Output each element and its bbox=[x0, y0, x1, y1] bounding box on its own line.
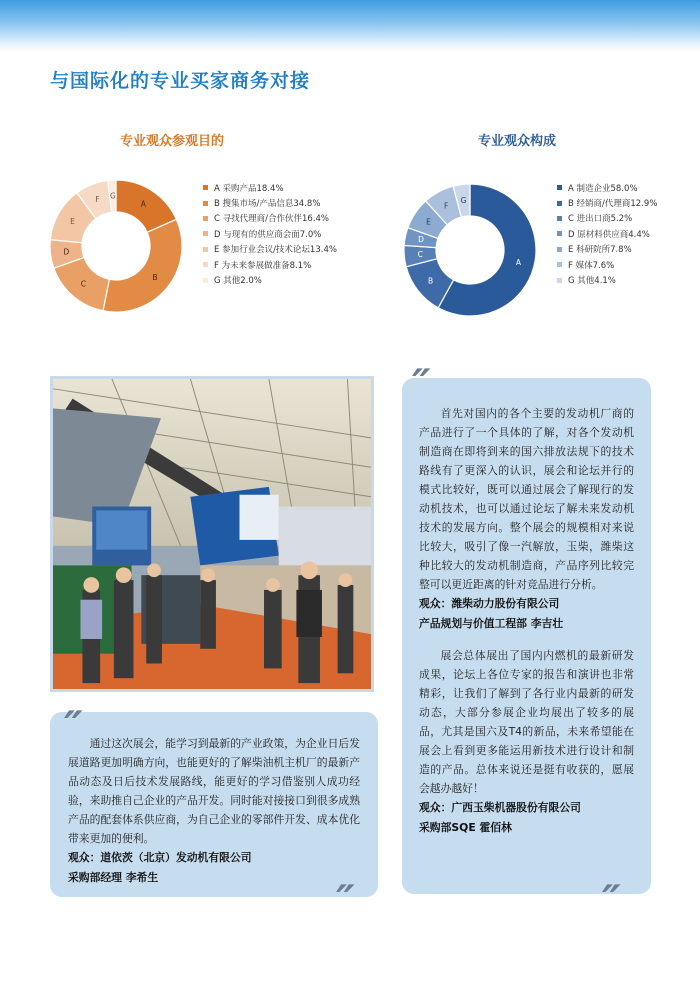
legend-swatch bbox=[203, 216, 208, 221]
legend-composition bbox=[557, 180, 657, 288]
quote-text: 通过这次展会，能学习到最新的产业政策，为企业日后发展道路更加明确方向，也能更好的了解柴油机主机厂的最新产品动态及日后技术发展路线，能更好的学习借鉴别人成功经验，来助推自己企业的产品开发。同时能对接接口到很多成熟产品的配套体系供应商，为自己企业的零部件开发、成本优化带来更加的便利。 bbox=[68, 737, 360, 845]
slice-label-c: C bbox=[80, 279, 86, 289]
quote-role: 采购部SQE 霍佰林 bbox=[419, 821, 512, 834]
legend-item-c bbox=[203, 211, 337, 226]
legend-item-d bbox=[557, 226, 657, 241]
chart-title-composition: 专业观众构成 bbox=[478, 134, 557, 149]
legend-label: A 制造企业58.0% bbox=[568, 183, 638, 194]
quote-text: 展会总体展出了国内内燃机的最新研发成果，论坛上各位专家的报告和演讲也非常精彩，让我们了解到了各行业内最新的研发动态，大部分参展企业均展出了较多的展品，尤其是国六及T4的新品，未来希望能在展会上看到更多能运用新技术进行设计和制造的产品。总体来说还是挺有收获的，愿展会越办越好！ bbox=[419, 649, 634, 795]
legend-swatch bbox=[203, 262, 208, 267]
legend-item-b bbox=[557, 195, 657, 210]
legend-item-e bbox=[203, 242, 337, 257]
quote-role: 采购部经理 李希生 bbox=[68, 871, 159, 884]
slice-label-a: A bbox=[515, 257, 521, 267]
slice-label-a: A bbox=[140, 199, 146, 209]
legend-purpose bbox=[203, 180, 337, 288]
legend-swatch bbox=[557, 201, 562, 206]
legend-swatch bbox=[557, 185, 562, 190]
legend-swatch bbox=[203, 247, 208, 252]
quote-card-weichai-yuchai bbox=[402, 378, 651, 894]
chart-title-purpose: 专业观众参观目的 bbox=[120, 134, 225, 149]
slice-label-d: D bbox=[418, 235, 424, 245]
legend-item-f bbox=[557, 257, 657, 272]
legend-swatch bbox=[203, 185, 208, 190]
legend-label: D 原材料供应商4.4% bbox=[568, 229, 650, 240]
header-band bbox=[0, 0, 700, 52]
slice-label-e: E bbox=[426, 217, 431, 227]
legend-label: F 媒体7.6% bbox=[568, 260, 615, 271]
legend-label: G 其他4.1% bbox=[568, 276, 616, 287]
quote-mark-icon: ″ bbox=[336, 876, 355, 925]
slice-label-b: B bbox=[152, 272, 158, 282]
slice-label-d: D bbox=[63, 247, 70, 257]
donut-chart-composition bbox=[400, 180, 540, 320]
legend-item-b bbox=[203, 195, 337, 210]
legend-swatch bbox=[557, 262, 562, 267]
slice-label-f: F bbox=[444, 201, 449, 211]
legend-swatch bbox=[203, 278, 208, 283]
legend-label: E 科研院所7.8% bbox=[568, 245, 632, 256]
legend-label: G 其他2.0% bbox=[214, 276, 262, 287]
legend-item-d bbox=[203, 226, 337, 241]
legend-swatch bbox=[557, 247, 562, 252]
legend-item-g bbox=[557, 272, 657, 287]
legend-label: A 采购产品18.4% bbox=[214, 183, 284, 194]
exhibition-photo bbox=[50, 376, 374, 692]
slice-label-e: E bbox=[70, 216, 75, 226]
legend-item-c bbox=[557, 211, 657, 226]
donut-chart-purpose bbox=[46, 176, 186, 316]
quote-company: 观众：道依茨（北京）发动机有限公司 bbox=[68, 851, 252, 864]
exhibition-hall-image bbox=[53, 379, 371, 689]
quote-role: 产品规划与价值工程部 李吉壮 bbox=[419, 617, 564, 630]
pie-slice-b bbox=[103, 219, 182, 312]
quote-card-deutz bbox=[50, 712, 378, 897]
legend-swatch bbox=[557, 216, 562, 221]
legend-swatch bbox=[557, 278, 562, 283]
legend-item-a bbox=[203, 180, 337, 195]
legend-item-g bbox=[203, 272, 337, 287]
legend-label: E 参加行业会议/技术论坛13.4% bbox=[214, 245, 337, 256]
slice-label-f: F bbox=[95, 195, 100, 205]
legend-item-e bbox=[557, 242, 657, 257]
legend-swatch bbox=[203, 201, 208, 206]
quote-company: 观众：潍柴动力股份有限公司 bbox=[419, 597, 560, 610]
slice-label-c: C bbox=[417, 250, 423, 260]
legend-label: B 经销商/代理商12.9% bbox=[568, 199, 658, 210]
legend-label: D 与现有的供应商会面7.0% bbox=[214, 229, 322, 240]
quote-mark-icon: ″ bbox=[412, 360, 431, 409]
legend-label: C 寻找代理商/合作伙伴16.4% bbox=[214, 214, 330, 225]
slice-label-g: G bbox=[460, 195, 467, 205]
quote-text: 首先对国内的各个主要的发动机厂商的产品进行了一个具体的了解，对各个发动机制造商在即将到来的国六排放法规下的技术路线有了更深入的认识，展会和论坛并行的模式比较好，既可以通过展会了解现行的发动机技术，也可以通过论坛了解未来发动机技术的发展方向。整个展会的规模相对来说比较大，吸引了像一汽解放，玉柴，潍柴这种比较大的发动机制造商，产品序列比较完整可以更近距离的针对竞品进行分析。 bbox=[419, 407, 634, 591]
slice-label-g: G bbox=[109, 191, 116, 201]
legend-label: B 搜集市场/产品信息34.8% bbox=[214, 199, 321, 210]
quote-mark-icon: ″ bbox=[602, 876, 621, 925]
legend-swatch bbox=[203, 231, 208, 236]
legend-label: F 为未来参展做准备8.1% bbox=[214, 260, 312, 271]
slice-label-b: B bbox=[428, 276, 434, 286]
quote-mark-icon: ″ bbox=[64, 702, 83, 751]
legend-item-f bbox=[203, 257, 337, 272]
legend-label: C 进出口商5.2% bbox=[568, 214, 633, 225]
quote-company: 观众：广西玉柴机器股份有限公司 bbox=[419, 801, 581, 814]
page-title: 与国际化的专业买家商务对接 bbox=[50, 70, 311, 92]
legend-item-a bbox=[557, 180, 657, 195]
legend-swatch bbox=[557, 231, 562, 236]
